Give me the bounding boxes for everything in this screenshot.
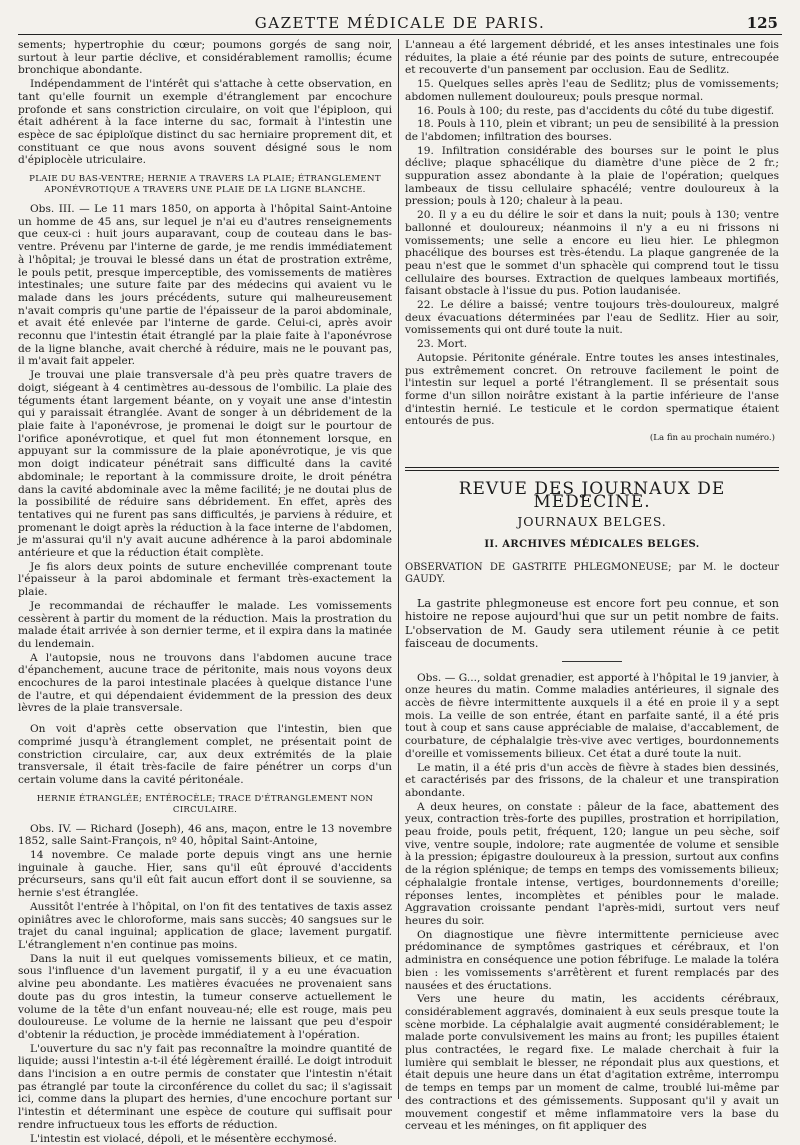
- text-columns: [18, 39, 782, 1145]
- paragraph: 22. Le délire a baissé; ventre toujours très-douloureux, malgré deux évacuations déterminées par l'eau de Sedlitz. Hier au soir, vomissements qui ont duré toute la nuit.: [405, 299, 779, 337]
- paragraph: L'ouverture du sac n'y fait pas reconnaître la moindre quantité de liquide; aussi l'intestin a-t-il été légèrement éraillé. Le doigt introduit dans l'incision a en outre permis de constater que l'intestin n'était pas étranglé par toute la circonférence du collet du sac; il s'agissait ici, comme dans la plupart des hernies, d'une encochure portant sur l'intestin et déterminant une espèce de couture qui suffisait pour rendre infructueux tous les efforts de réduction.: [18, 1042, 392, 1131]
- double-rule: [405, 467, 779, 471]
- paragraph: A l'autopsie, nous ne trouvons dans l'abdomen aucune trace d'épanchement, aucune trace de péritonite, mais nous voyons deux encochures de la paroi intestinale placées à quelque distance l'une de l'autre, et qui dépendaient évidemment de la pression des deux lèvres de la plaie transversale.: [18, 651, 392, 715]
- paragraph: 19. Infiltration considérable des bourses sur le point le plus déclive; plaque sphacélique du diamètre d'une pièce de 2 fr.; suppuration assez abondante à la plaie de l'opération; quelques lambeaux de tissu cellulaire sphacélé; ventre douloureux à la pression; pouls à 120; chaleur à la peau.: [405, 144, 779, 208]
- source-heading: II. ARCHIVES MÉDICALES BELGES.: [484, 538, 700, 550]
- section-heading: HERNIE ÉTRANGLÉE; ENTÉROCÈLE; TRACE D'ÉTRANGLEMENT NON CIRCULAIRE.: [36, 793, 374, 815]
- paragraph: Le matin, il a été pris d'un accès de fièvre à stades bien dessinés, et caractérisés par des frissons, de la chaleur et une transpiration abondante.: [405, 761, 779, 799]
- paragraph: 18. Pouls à 110, plein et vibrant; un peu de sensibilité à la pression de l'abdomen; infiltration des bourses.: [405, 118, 779, 143]
- subsection-title: JOURNAUX BELGES.: [517, 514, 667, 530]
- journal-title: GAZETTE MÉDICALE DE PARIS.: [254, 14, 546, 32]
- paragraph: Vers une heure du matin, les accidents cérébraux, considérablement aggravés, dominaient à eux seuls presque toute la scène morbide. La céphalalgie avait augmenté considérablement; le malade porte convulsivement les mains au front; les pupilles étaient plus contractées, le regard fixe. Le malade cherchait à fuir la lumière qui semblait le blesser, ne répondait plus aux questions, et était depuis une heure dans un état d'agitation extrême, interrompu de temps en temps par un moment de calme, troublé lui-même par des contractions et des gémissements. Supposant qu'il y avait un mouvement congestif et même inflammatoire vers la base du cerveau et les méninges, on fit appliquer des: [405, 993, 779, 1133]
- column-divider: [398, 39, 399, 1099]
- paragraph: Je fis alors deux points de suture enchevillée comprenant toute l'épaisseur à la paroi abdominale et fermant très-exactement la plaie.: [18, 560, 392, 599]
- paragraph: On voit d'après cette observation que l'intestin, bien que comprimé jusqu'à étranglement complet, ne présentait point de constriction circulaire, car, aux deux extrémités de la plaie transversale, il était très-facile de faire pénétrer un corps d'un certain volume dans la cavité péritonéale.: [18, 723, 392, 786]
- paragraph: 15. Quelques selles après l'eau de Sedlitz; plus de vomissements; abdomen nullement douloureux; pouls presque normal.: [405, 78, 779, 103]
- paragraph: Dans la nuit il eut quelques vomissements bilieux, et ce matin, sous l'influence d'un lavement purgatif, il y a eu une évacuation alvine peu abondante. Les matières évacuées ne provenaient sans doute pas du gros intestin, la tumeur conserve actuellement le volume de la tête d'un enfant nouveau-né; elle est rouge, mais peu douloureuse. Le volume de la hernie ne laissant que peu d'espoir d'obtenir la réduction, je procède immédiatement à l'opération.: [18, 952, 392, 1041]
- page-number: 125: [746, 14, 778, 32]
- left-column: [18, 39, 392, 1145]
- paragraph: 16. Pouls à 100; du reste, pas d'accidents du côté du tube digestif.: [417, 104, 775, 117]
- paragraph: Indépendamment de l'intérêt qui s'attache à cette observation, en tant qu'elle fournit un exemple d'étranglement par encochure profonde et sans constriction circulaire, on voit que l'épiploon, qui était adhérent à la face interne du sac, formait à l'intestin une espèce de sac épiploïque distinct du sac herniaire proprement dit, et constituant ce que nous avons souvent désigné sous le nom d'épiplocèle utriculaire.: [18, 78, 392, 167]
- paragraph: L'intestin est violacé, dépoli, et le mésentère ecchymosé.: [30, 1132, 337, 1145]
- page-header: [18, 8, 782, 35]
- paragraph: Obs. IV. — Richard (Joseph), 46 ans, maçon, entre le 13 novembre 1852, salle Saint-François, nº 40, hôpital Saint-Antoine,: [18, 822, 392, 848]
- right-column: [405, 39, 779, 1133]
- paragraph: 20. Il y a eu du délire le soir et dans la nuit; pouls à 130; ventre ballonné et douloureux; néanmoins il n'y a eu ni frissons ni vomissements; une selle a encore eu lieu hier. Le phlegmon phacélique des bourses est très-étendu. La plaque gangrenée de la peau n'est que le sommet d'un sphacèle qui comprend tout le tissu cellulaire des bourses. Extraction de quelques lambeaux mortifiés, faisant obstacle à l'issue du pus. Potion laudanisée.: [405, 209, 779, 298]
- paragraph: Je recommandai de réchauffer le malade. Les vomissements cessèrent à partir du moment de la réduction. Mais la prostration du malade était arrivée à son dernier terme, et il expira dans la matinée du lendemain.: [18, 599, 392, 650]
- paragraph: L'anneau a été largement débridé, et les anses intestinales une fois réduites, la plaie a été réunie par des points de suture, entrecoupée et recouverte d'un pansement par occlusion. Eau de Sedlitz.: [405, 39, 779, 77]
- paragraph: sements; hypertrophie du cœur; poumons gorgés de sang noir, surtout à leur partie déclive, et considérablement ramollis; écume bronchique abondante.: [18, 39, 392, 77]
- paragraph: Obs. III. — Le 11 mars 1850, on apporta à l'hôpital Saint-Antoine un homme de 45 ans, sur lequel je n'ai eu d'autres renseignements que ceux-ci : huit jours auparavant, coup de couteau dans le bas-ventre. Prévenu par l'interne de garde, je me rendis immédiatement à l'hôpital; je trouvai le blessé dans un état de prostration extrême, le pouls petit, presque imperceptible, des vomissements de matières intestinales; une suture faite par des médecins qui avaient vu le malade dans les jours précédents, suture qui malheureusement n'avait compris qu'une partie de l'épaisseur de la paroi abdominale, et avait été enlevée par l'interne de garde. Celui-ci, après avoir reconnu que l'intestin était étranglé par la plaie faite à l'aponévrose de la ligne blanche, avait cherché à réduire, mais ne le pouvant pas, il m'avait fait appeler.: [18, 203, 392, 368]
- short-rule: [562, 661, 622, 662]
- observation-title: OBSERVATION DE GASTRITE PHLEGMONEUSE; par M. le docteur GAUDY.: [405, 561, 779, 586]
- paragraph: 14 novembre. Ce malade porte depuis vingt ans une hernie inguinale à gauche. Hier, sans qu'il eût éprouvé d'accidents précurseurs, sans qu'il eût fait aucun effort dont il se souvienne, sa hernie s'est étranglée.: [18, 849, 392, 900]
- paragraph: Obs. — G..., soldat grenadier, est apporté à l'hôpital le 19 janvier, à onze heures du matin. Comme maladies antérieures, il signale des accès de fièvre intermittente auxquels il a été en proie il y a sept mois. La veille de son entrée, étant en parfaite santé, il a été pris tout à coup et sans cause appréciable de malaise, d'accablement, de courbature, de céphalalgie très-vive avec vertiges, bourdonnements d'oreille et vomissements bilieux. Cet état a duré toute la nuit.: [405, 671, 779, 760]
- paragraph: On diagnostique une fièvre intermittente pernicieuse avec prédominance de symptômes gastriques et cérébraux, et l'on administra en conséquence une potion fébrifuge. Le malade la toléra bien : les vomissements s'arrêtèrent et furent remplacés par des nausées et des éructations.: [405, 928, 779, 992]
- section-heading: PLAIE DU BAS-VENTRE; HERNIE A TRAVERS LA PLAIE; ÉTRANGLEMENT APONÉVROTIQUE A TRAVERS UNE PLAIE DE LA LIGNE BLANCHE.: [29, 174, 381, 196]
- paragraph: Aussitôt l'entrée à l'hôpital, on l'on fit des tentatives de taxis assez opiniâtres avec le chloroforme, mais sans succès; 40 sangsues sur le trajet du canal inguinal; application de glace; lavement purgatif. L'étranglement n'en continue pas moins.: [18, 900, 392, 951]
- paragraph: Autopsie. Péritonite générale. Entre toutes les anses intestinales, pus extrêmement concret. On retrouve facilement le point de l'intestin sur lequel a porté l'étranglement. Il se présentait sous forme d'un sillon noirâtre existant à la partie inférieure de l'anse d'intestin hernié. Le testicule et le cordon spermatique étaient entourés de pus.: [405, 351, 779, 428]
- lead-paragraph: La gastrite phlegmoneuse est encore fort peu connue, et son histoire ne repose aujourd'hui que sur un petit nombre de faits. L'observation de M. Gaudy sera utilement réunie à ce petit faisceau de documents.: [405, 597, 779, 651]
- paragraph: Je trouvai une plaie transversale d'à peu près quatre travers de doigt, siégeant à 4 centimètres au-dessous de l'ombilic. La plaie des téguments étant largement béante, on y voyait une anse d'intestin qui y paraissait étranglée. Avant de songer à un débridement de la plaie faite à l'aponévrose, je promenai le doigt sur le pourtour de l'orifice aponévrotique, et quel fut mon étonnement lorsque, en appuyant sur la commissure de la plaie aponévrotique, je vis que mon doigt indicateur pénétrait sans difficulté dans la cavité abdominale; le reportant à la commissure droite, le droit pénétra dans la cavité abdominale avec la même facilité; je ne doutai plus de la possibilité de réduire sans débridement. En effet, après des tentatives qui ne furent pas sans difficultés, je parviens à réduire, et promenant le doigt après la réduction à la face interne de l'abdomen, je m'assurai qu'il n'y avait aucune adhérence à la paroi abdominale antérieure et que la réduction était complète.: [18, 369, 392, 560]
- paragraph: 23. Mort.: [417, 338, 468, 351]
- continuation-note: (La fin au prochain numéro.): [649, 433, 775, 444]
- paragraph: A deux heures, on constate : pâleur de la face, abattement des yeux, contraction très-forte des pupilles, prostration et horripilation, peau froide, pouls petit, fréquent, 120; langue un peu sèche, soif vive, ventre souple, indolore; rate augmentée de volume et sensible à la pression; épigastre douloureux à la pression, surtout aux confins de la région splénique; de temps en temps des vomissements bilieux; céphalalgie frontale intense, vertiges, bourdonnements d'oreille; réponses lentes, incomplètes et pénibles pour le malade. Aggravation croissante pendant l'après-midi, surtout vers neuf heures du soir.: [405, 800, 779, 927]
- section-title: REVUE DES JOURNAUX DE MÉDECINE.: [458, 478, 726, 512]
